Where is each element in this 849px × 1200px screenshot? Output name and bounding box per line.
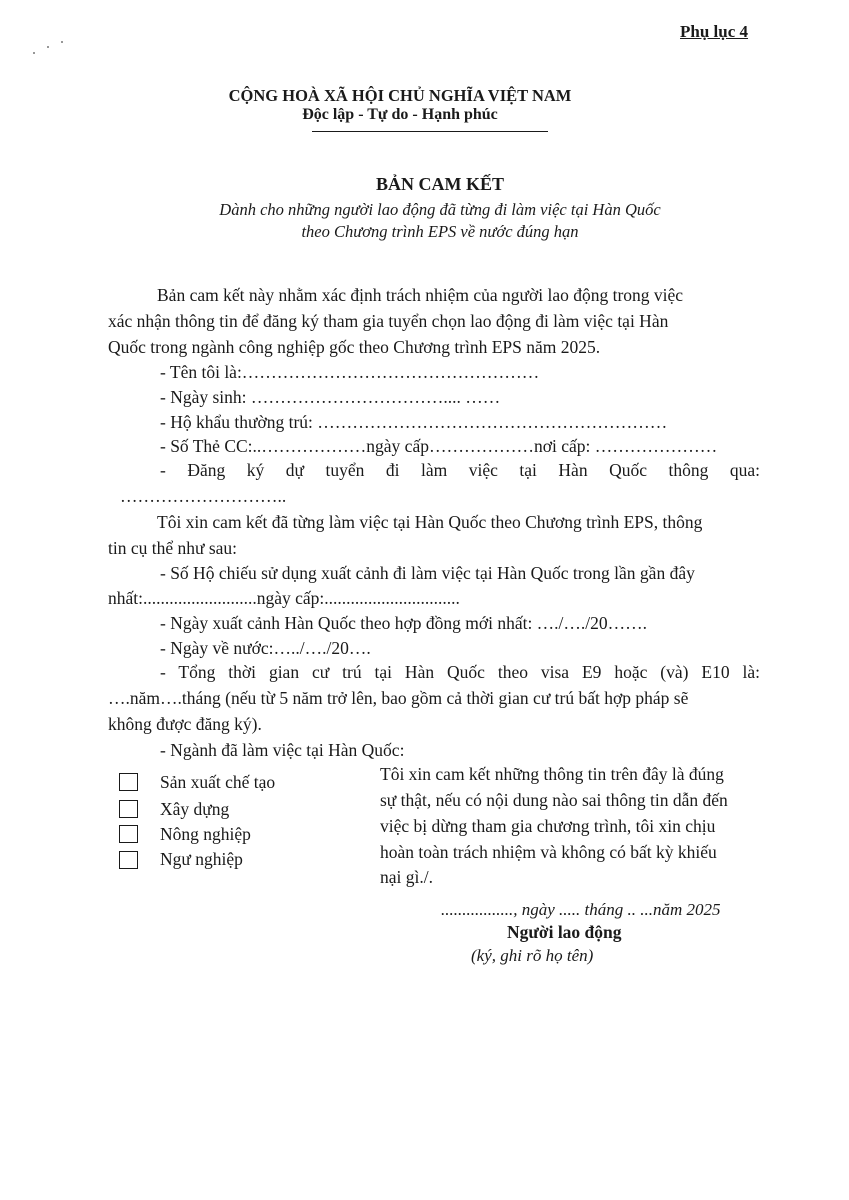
annex-label: Phụ lục 4 bbox=[680, 22, 749, 41]
register-channel-field: - Đăng ký dự tuyển đi làm việc tại Hàn Quốc thông qua: bbox=[160, 460, 760, 480]
scan-speck bbox=[33, 52, 35, 54]
subtitle-line: theo Chương trình EPS về nước đúng hạn bbox=[301, 222, 579, 241]
residence-field: - Hộ khẩu thường trú: …………………………………………………… bbox=[160, 412, 668, 432]
departure-date-field: - Ngày xuất cảnh Hàn Quốc theo hợp đồng mới nhất: …./…./20……. bbox=[160, 613, 648, 633]
final-commit-line: nại gì./. bbox=[380, 867, 433, 887]
stay-duration-cont: ….năm….tháng (nếu từ 5 năm trở lên, bao gồm cả thời gian cư trú bất hợp pháp sẽ bbox=[108, 688, 689, 708]
document-title: BẢN CAM KẾT bbox=[375, 174, 504, 194]
sector-label: Ngư nghiệp bbox=[160, 849, 243, 869]
intro-line: Bản cam kết này nhằm xác định trách nhiệm của người lao động trong việc bbox=[157, 285, 684, 305]
dob-field: - Ngày sinh: …………………………….... …… bbox=[160, 387, 501, 407]
passport-field-cont: nhất:..........................ngày cấp:............................... bbox=[108, 588, 460, 608]
final-commit-line: hoàn toàn trách nhiệm và không có bất kỳ khiếu bbox=[380, 842, 717, 862]
motto-underline bbox=[312, 131, 548, 132]
sector-label: Xây dựng bbox=[160, 799, 230, 819]
final-commit-line: Tôi xin cam kết những thông tin trên đây là đúng bbox=[380, 764, 724, 784]
return-date-field: - Ngày về nước:…../…./20…. bbox=[160, 638, 371, 658]
intro-line: Quốc trong ngành công nghiệp gốc theo Chương trình EPS năm 2025. bbox=[108, 337, 601, 357]
sector-checkbox-agriculture[interactable] bbox=[119, 825, 138, 843]
final-commit-line: việc bị dừng tham gia chương trình, tôi xin chịu bbox=[380, 816, 716, 836]
sector-checkbox-fishery[interactable] bbox=[119, 851, 138, 869]
signature-instruction: (ký, ghi rõ họ tên) bbox=[471, 946, 594, 965]
sector-checkbox-manufacturing[interactable] bbox=[119, 773, 138, 791]
national-header: CỘNG HOÀ XÃ HỘI CHỦ NGHĨA VIỆT NAM bbox=[228, 86, 572, 105]
sector-label: Nông nghiệp bbox=[160, 824, 251, 844]
final-commit-line: sự thật, nếu có nội dung nào sai thông tin dẫn đến bbox=[380, 790, 728, 810]
sector-heading: - Ngành đã làm việc tại Hàn Quốc: bbox=[160, 740, 405, 760]
scan-speck bbox=[47, 46, 49, 48]
name-field: - Tên tôi là:…………………………………………… bbox=[160, 362, 540, 382]
signature-role: Người lao động bbox=[507, 922, 622, 942]
signature-date: ................., ngày ..... tháng .. ...năm 2025 bbox=[441, 900, 721, 919]
commit-intro-line: Tôi xin cam kết đã từng làm việc tại Hàn Quốc theo Chương trình EPS, thông bbox=[157, 512, 703, 532]
intro-line: xác nhận thông tin để đăng ký tham gia tuyển chọn lao động đi làm việc tại Hàn bbox=[108, 311, 669, 331]
sector-checkbox-construction[interactable] bbox=[119, 800, 138, 818]
id-card-field: - Số Thẻ CC:..………………ngày cấp………………nơi cấp: ………………… bbox=[160, 436, 718, 456]
stay-duration-cont: không được đăng ký). bbox=[108, 714, 262, 734]
scan-speck bbox=[61, 41, 63, 43]
register-channel-blank: ……………………….. bbox=[120, 486, 287, 506]
subtitle-line: Dành cho những người lao động đã từng đi làm việc tại Hàn Quốc bbox=[219, 200, 661, 219]
national-motto: Độc lập - Tự do - Hạnh phúc bbox=[302, 106, 498, 123]
passport-field: - Số Hộ chiếu sử dụng xuất cảnh đi làm việc tại Hàn Quốc trong lần gần đây bbox=[160, 563, 695, 583]
commit-intro-line: tin cụ thể như sau: bbox=[108, 538, 238, 558]
stay-duration-field: - Tổng thời gian cư trú tại Hàn Quốc theo visa E9 hoặc (và) E10 là: bbox=[160, 662, 760, 682]
sector-label: Sản xuất chế tạo bbox=[160, 772, 276, 792]
